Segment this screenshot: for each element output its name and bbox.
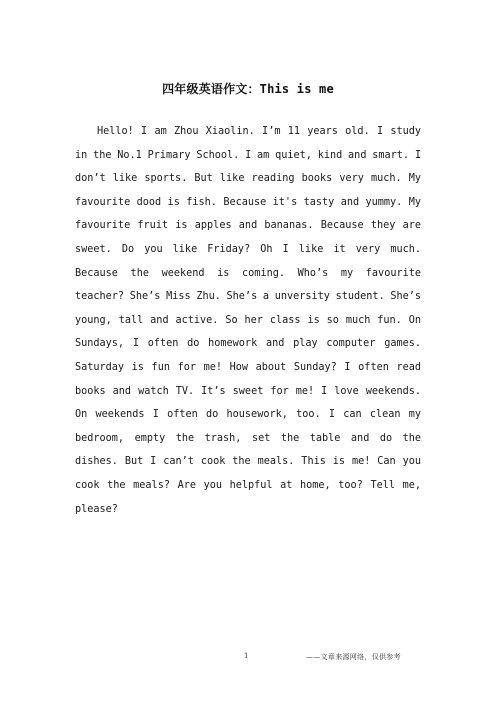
essay-paragraph: Hello! I am Zhou Xiaolin. I’m 11 years old. I study in the No.1 Primary School. I am quiet, kind and smart. I don’t like sports. But like reading books very much. My favourite dood is fish. Because it's tasty and yummy. My favourite fruit is apples and bananas. Because they are sweet. Do you like Friday? Oh I like it very much. Because the weekend is coming. Who’s my favourite teacher? She’s Miss Zhu. She’s a unversity student. She’s young, tall and active. So her class is so much fun. On Sundays, I often do homework and play computer games. Saturday is fun for me! How about Sunday? I often read books and watch TV. It’s sweet for me! I love weekends. On weekends I often do housework, too. I can clean my bedroom, empty the trash, set the table and do the dishes. But I can’t cook the meals. This is me! Can you cook the meals? Are you helpful at home, too? Tell me, please? bbox=[75, 126, 421, 515]
source-note: ——文章来源网络，仅供参考 bbox=[306, 653, 401, 661]
document-title: 四年级英语作文：This is me bbox=[162, 82, 334, 96]
page-number: 1 bbox=[244, 652, 249, 660]
page-footer bbox=[0, 652, 496, 666]
